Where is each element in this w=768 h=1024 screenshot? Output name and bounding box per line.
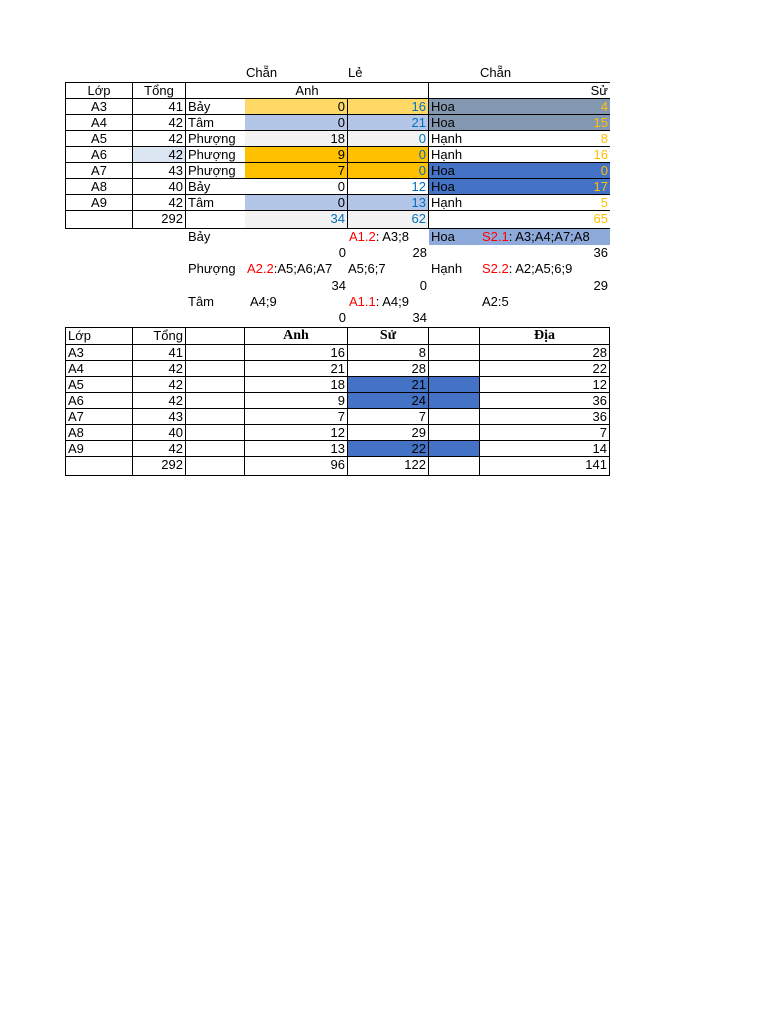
b-totals-tong: 292 — [133, 457, 186, 476]
b-col-header-dia: Địa — [480, 327, 610, 345]
row-a6-tong: 42 — [133, 147, 186, 163]
b-row-a6-lop: A6 — [65, 393, 133, 409]
note-s21 — [480, 229, 610, 245]
note-a11-rest: : A4;9 — [375, 294, 409, 309]
row-a4-lop: A4 — [65, 115, 133, 131]
note-a22 — [245, 261, 348, 277]
row-a7-lop: A7 — [65, 163, 133, 179]
b-totals-empty — [186, 457, 245, 476]
b-row-a4-anh: 21 — [245, 361, 348, 377]
note-s22-code: S2.2 — [482, 261, 509, 276]
note-phuong: Phượng — [188, 261, 236, 276]
b-row-a4-empty2 — [429, 361, 480, 377]
b-row-a3-dia: 28 — [480, 345, 610, 361]
row-a3-tong: 41 — [133, 99, 186, 115]
row-a4-su-teacher: Hoa — [429, 115, 480, 131]
b-row-a9-dia: 14 — [480, 441, 610, 457]
note-n36: 36 — [593, 245, 608, 260]
note-bay: Bảy — [188, 229, 211, 244]
b-row-a5-su: 21 — [348, 377, 429, 393]
b-col-header-lop: Lớp — [65, 327, 133, 345]
label-chan-2: Chẵn — [480, 65, 512, 80]
b-totals-anh: 96 — [245, 457, 348, 476]
totals-tong: 292 — [133, 211, 186, 229]
note-n28: 28 — [412, 245, 427, 260]
row-a6-lop: A6 — [65, 147, 133, 163]
b-row-a5-anh: 18 — [245, 377, 348, 393]
b-col-header-empty — [186, 327, 245, 345]
totals-su-teacher-empty — [429, 211, 480, 229]
row-a5-anh-chan: 18 — [245, 131, 348, 147]
col-header-tong: Tổng — [133, 82, 186, 99]
b-row-a5-dia: 12 — [480, 377, 610, 393]
row-a3-lop: A3 — [65, 99, 133, 115]
note-s22-rest: : A2;A5;6;9 — [508, 261, 573, 276]
b-row-a9-tong: 42 — [133, 441, 186, 457]
row-a7-su-val: 0 — [480, 163, 610, 179]
b-row-a8-lop: A8 — [65, 425, 133, 441]
b-row-a6-su: 24 — [348, 393, 429, 409]
b-col-header-anh: Anh — [245, 327, 348, 345]
row-a9-anh-chan: 0 — [245, 195, 348, 211]
totals-anh-le: 62 — [348, 211, 429, 229]
b-row-a4-su: 28 — [348, 361, 429, 377]
b-totals-dia: 141 — [480, 457, 610, 476]
note-a11-code: A1.1 — [349, 294, 376, 309]
b-row-a7-empty — [186, 409, 245, 425]
b-row-a3-su: 8 — [348, 345, 429, 361]
note-n0c: 0 — [338, 310, 346, 325]
note-a12-rest: : A3;8 — [375, 229, 409, 244]
b-row-a6-dia: 36 — [480, 393, 610, 409]
label-chan-1: Chẵn — [246, 65, 278, 80]
b-row-a7-su: 7 — [348, 409, 429, 425]
row-a4-anh-le: 21 — [348, 115, 429, 131]
b-row-a8-anh: 12 — [245, 425, 348, 441]
row-a4-anh-chan: 0 — [245, 115, 348, 131]
row-a6-anh-chan: 9 — [245, 147, 348, 163]
label-le: Lẻ — [348, 65, 363, 80]
row-a5-anh-le: 0 — [348, 131, 429, 147]
row-a7-anh-chan: 7 — [245, 163, 348, 179]
row-a5-tong: 42 — [133, 131, 186, 147]
note-hoa: Hoa — [429, 229, 480, 245]
row-a5-su-teacher: Hạnh — [429, 131, 480, 147]
b-row-a9-su: 22 — [348, 441, 429, 457]
row-a8-teacher: Bảy — [186, 179, 245, 195]
row-a9-lop: A9 — [65, 195, 133, 211]
row-a9-su-teacher: Hạnh — [429, 195, 480, 211]
b-col-header-empty-2 — [429, 327, 480, 345]
col-header-lop: Lớp — [65, 82, 133, 99]
b-totals-su: 122 — [348, 457, 429, 476]
row-a6-su-val: 16 — [480, 147, 610, 163]
row-a5-teacher: Phượng — [186, 131, 245, 147]
row-a9-tong: 42 — [133, 195, 186, 211]
b-row-a8-su: 29 — [348, 425, 429, 441]
totals-lop-empty — [65, 211, 133, 229]
b-row-a3-lop: A3 — [65, 345, 133, 361]
row-a4-tong: 42 — [133, 115, 186, 131]
row-a7-anh-le: 0 — [348, 163, 429, 179]
note-s21-code: S2.1 — [482, 229, 509, 244]
b-row-a8-empty2 — [429, 425, 480, 441]
note-n0a: 0 — [338, 245, 346, 260]
b-row-a9-anh: 13 — [245, 441, 348, 457]
b-row-a4-tong: 42 — [133, 361, 186, 377]
note-n29: 29 — [593, 278, 608, 293]
b-row-a3-empty2 — [429, 345, 480, 361]
note-n0b: 0 — [419, 278, 427, 293]
totals-anh-chan: 34 — [245, 211, 348, 229]
note-s21-rest: : A3;A4;A7;A8 — [508, 229, 590, 244]
note-a11 — [347, 294, 429, 310]
b-row-a9-empty — [186, 441, 245, 457]
b-row-a9-lop: A9 — [65, 441, 133, 457]
b-row-a9-empty2 — [429, 441, 480, 457]
row-a6-teacher: Phượng — [186, 147, 245, 163]
b-row-a6-empty — [186, 393, 245, 409]
note-a12 — [347, 229, 429, 245]
b-row-a4-empty — [186, 361, 245, 377]
row-a3-su-val: 4 — [480, 99, 610, 115]
row-a6-su-teacher: Hạnh — [429, 147, 480, 163]
note-a25: A2:5 — [482, 294, 509, 309]
b-row-a7-dia: 36 — [480, 409, 610, 425]
note-a22-rest: :A5;A6;A7 — [273, 261, 333, 276]
col-header-anh: Anh — [186, 82, 429, 99]
row-a7-su-teacher: Hoa — [429, 163, 480, 179]
row-a8-lop: A8 — [65, 179, 133, 195]
note-a22-code: A2.2 — [247, 261, 274, 276]
note-s22 — [480, 261, 610, 277]
row-a8-anh-le: 12 — [348, 179, 429, 195]
row-a9-teacher: Tâm — [186, 195, 245, 211]
row-a8-anh-chan: 0 — [245, 179, 348, 195]
b-row-a7-tong: 43 — [133, 409, 186, 425]
b-row-a8-dia: 7 — [480, 425, 610, 441]
b-row-a4-lop: A4 — [65, 361, 133, 377]
row-a4-su-val: 15 — [480, 115, 610, 131]
b-row-a7-lop: A7 — [65, 409, 133, 425]
row-a3-teacher: Bảy — [186, 99, 245, 115]
row-a6-anh-le: 0 — [348, 147, 429, 163]
note-a22-extra: A5;6;7 — [348, 261, 386, 276]
b-row-a8-tong: 40 — [133, 425, 186, 441]
row-a5-su-val: 8 — [480, 131, 610, 147]
b-col-header-su: Sử — [348, 327, 429, 345]
totals-su-val: 65 — [480, 211, 610, 229]
b-row-a5-tong: 42 — [133, 377, 186, 393]
note-hanh: Hạnh — [431, 261, 463, 276]
b-row-a5-empty — [186, 377, 245, 393]
note-tam-classes: A4;9 — [250, 294, 277, 309]
note-n34a: 34 — [331, 278, 346, 293]
row-a8-su-teacher: Hoa — [429, 179, 480, 195]
b-row-a8-empty — [186, 425, 245, 441]
row-a3-anh-le: 16 — [348, 99, 429, 115]
b-totals-empty2 — [429, 457, 480, 476]
b-row-a3-tong: 41 — [133, 345, 186, 361]
b-row-a7-anh: 7 — [245, 409, 348, 425]
b-row-a4-dia: 22 — [480, 361, 610, 377]
row-a8-tong: 40 — [133, 179, 186, 195]
b-col-header-tong: Tổng — [133, 327, 186, 345]
row-a3-su-teacher: Hoa — [429, 99, 480, 115]
note-tam: Tâm — [188, 294, 214, 309]
col-header-su: Sử — [429, 82, 610, 99]
b-row-a5-empty2 — [429, 377, 480, 393]
b-totals-lop-empty — [65, 457, 133, 476]
row-a3-anh-chan: 0 — [245, 99, 348, 115]
note-n34b: 34 — [412, 310, 427, 325]
b-row-a5-lop: A5 — [65, 377, 133, 393]
b-row-a3-anh: 16 — [245, 345, 348, 361]
row-a7-tong: 43 — [133, 163, 186, 179]
row-a8-su-val: 17 — [480, 179, 610, 195]
b-row-a6-empty2 — [429, 393, 480, 409]
note-a12-code: A1.2 — [349, 229, 376, 244]
row-a5-lop: A5 — [65, 131, 133, 147]
b-row-a7-empty2 — [429, 409, 480, 425]
b-row-a6-tong: 42 — [133, 393, 186, 409]
row-a9-anh-le: 13 — [348, 195, 429, 211]
row-a4-teacher: Tâm — [186, 115, 245, 131]
row-a7-teacher: Phượng — [186, 163, 245, 179]
b-row-a6-anh: 9 — [245, 393, 348, 409]
row-a9-su-val: 5 — [480, 195, 610, 211]
b-row-a3-empty — [186, 345, 245, 361]
totals-teacher-empty — [186, 211, 245, 229]
